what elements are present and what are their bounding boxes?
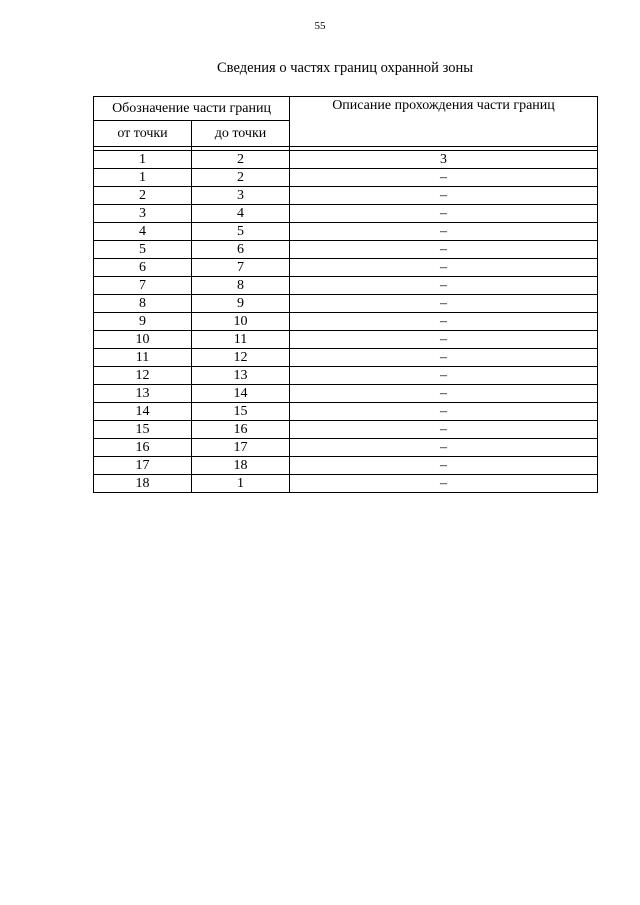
table-row	[94, 385, 598, 403]
header-from-point: от точки	[94, 121, 192, 147]
cell-description: –	[290, 457, 598, 475]
column-number: 1	[94, 151, 192, 169]
cell-from-point: 4	[94, 223, 192, 241]
table-row	[94, 205, 598, 223]
table-row	[94, 169, 598, 187]
cell-to-point: 13	[192, 367, 290, 385]
table-header-row	[94, 97, 598, 121]
table-row	[94, 367, 598, 385]
column-number: 2	[192, 151, 290, 169]
cell-description: –	[290, 421, 598, 439]
cell-to-point: 9	[192, 295, 290, 313]
cell-from-point: 3	[94, 205, 192, 223]
table-row	[94, 439, 598, 457]
cell-to-point: 7	[192, 259, 290, 277]
cell-from-point: 18	[94, 475, 192, 493]
cell-to-point: 10	[192, 313, 290, 331]
header-boundary-description: Описание прохождения части границ	[290, 97, 598, 147]
cell-to-point: 6	[192, 241, 290, 259]
cell-description: –	[290, 349, 598, 367]
cell-from-point: 9	[94, 313, 192, 331]
table-row	[94, 475, 598, 493]
document-title: Сведения о частях границ охранной зоны	[217, 60, 473, 76]
cell-to-point: 3	[192, 187, 290, 205]
cell-description: –	[290, 259, 598, 277]
cell-to-point: 12	[192, 349, 290, 367]
cell-description: –	[290, 403, 598, 421]
cell-description: –	[290, 313, 598, 331]
cell-from-point: 16	[94, 439, 192, 457]
table-row	[94, 187, 598, 205]
table-row	[94, 277, 598, 295]
cell-from-point: 6	[94, 259, 192, 277]
cell-from-point: 10	[94, 331, 192, 349]
page-number: 55	[314, 20, 326, 32]
cell-description: –	[290, 169, 598, 187]
header-boundary-designation: Обозначение части границ	[94, 97, 290, 121]
cell-to-point: 14	[192, 385, 290, 403]
cell-to-point: 8	[192, 277, 290, 295]
cell-from-point: 12	[94, 367, 192, 385]
column-numbering-row	[94, 151, 598, 169]
cell-from-point: 17	[94, 457, 192, 475]
cell-to-point: 1	[192, 475, 290, 493]
table-row	[94, 421, 598, 439]
cell-from-point: 7	[94, 277, 192, 295]
cell-description: –	[290, 475, 598, 493]
cell-from-point: 2	[94, 187, 192, 205]
table-row	[94, 295, 598, 313]
cell-description: –	[290, 241, 598, 259]
table-row	[94, 331, 598, 349]
table-body	[94, 151, 598, 493]
cell-to-point: 16	[192, 421, 290, 439]
cell-from-point: 8	[94, 295, 192, 313]
cell-to-point: 18	[192, 457, 290, 475]
cell-description: –	[290, 223, 598, 241]
cell-from-point: 13	[94, 385, 192, 403]
cell-from-point: 5	[94, 241, 192, 259]
cell-description: –	[290, 187, 598, 205]
table-row	[94, 457, 598, 475]
cell-to-point: 5	[192, 223, 290, 241]
cell-to-point: 15	[192, 403, 290, 421]
boundary-parts-table	[93, 96, 598, 493]
table-row	[94, 349, 598, 367]
cell-description: –	[290, 331, 598, 349]
cell-to-point: 11	[192, 331, 290, 349]
cell-to-point: 17	[192, 439, 290, 457]
cell-description: –	[290, 277, 598, 295]
table-row	[94, 403, 598, 421]
cell-from-point: 14	[94, 403, 192, 421]
cell-description: –	[290, 439, 598, 457]
column-number: 3	[290, 151, 598, 169]
cell-description: –	[290, 367, 598, 385]
cell-to-point: 2	[192, 169, 290, 187]
cell-from-point: 11	[94, 349, 192, 367]
cell-description: –	[290, 205, 598, 223]
cell-description: –	[290, 295, 598, 313]
cell-description: –	[290, 385, 598, 403]
cell-to-point: 4	[192, 205, 290, 223]
table-row	[94, 241, 598, 259]
table-row	[94, 259, 598, 277]
cell-from-point: 15	[94, 421, 192, 439]
header-to-point: до точки	[192, 121, 290, 147]
table-row	[94, 313, 598, 331]
table-row	[94, 223, 598, 241]
cell-from-point: 1	[94, 169, 192, 187]
